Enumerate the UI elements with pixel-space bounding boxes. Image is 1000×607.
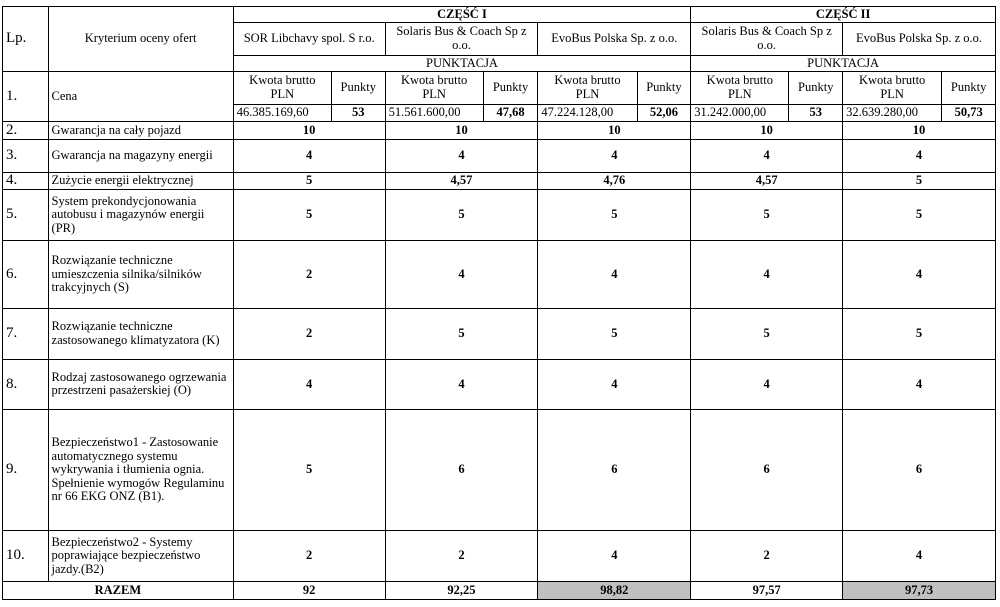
lp-header: Lp. [3, 7, 49, 72]
criterion-row [3, 139, 996, 172]
total-row [3, 581, 996, 599]
total-value: 97,57 [691, 581, 843, 599]
score-cell: 10 [538, 122, 691, 139]
bidder-header: EvoBus Polska Sp. z o.o. [538, 22, 691, 55]
score-cell: 5 [691, 308, 843, 359]
criterion-row [3, 173, 996, 190]
part1-scoring-header: PUNKTACJA [233, 56, 691, 72]
points-col-header: Punkty [331, 71, 385, 104]
bidder-header: Solaris Bus & Coach Sp z o.o. [385, 22, 538, 55]
score-cell: 5 [538, 308, 691, 359]
bidder-header: Solaris Bus & Coach Sp z o.o. [691, 22, 843, 55]
score-cell: 4 [538, 240, 691, 308]
row-number: 10. [3, 530, 49, 581]
score-cell: 2 [233, 240, 385, 308]
price-amount: 32.639.280,00 [843, 105, 942, 122]
score-cell: 5 [691, 190, 843, 241]
price-points: 53 [331, 105, 385, 122]
score-cell: 4 [538, 359, 691, 410]
criterion-row [3, 308, 996, 359]
criterion-row [3, 359, 996, 410]
score-cell: 5 [385, 308, 538, 359]
score-cell: 2 [385, 530, 538, 581]
amount-col-header: Kwota brutto PLN [538, 71, 637, 104]
points-col-header: Punkty [637, 71, 691, 104]
score-cell: 4 [233, 359, 385, 410]
score-cell: 5 [843, 308, 996, 359]
score-cell: 5 [538, 190, 691, 241]
amount-col-header: Kwota brutto PLN [233, 71, 331, 104]
score-cell: 10 [385, 122, 538, 139]
score-cell: 10 [233, 122, 385, 139]
criterion-row [3, 240, 996, 308]
total-value: 92 [233, 581, 385, 599]
amount-col-header: Kwota brutto PLN [385, 71, 483, 104]
score-cell: 5 [843, 173, 996, 190]
score-cell: 5 [233, 410, 385, 531]
row-number: 9. [3, 410, 49, 531]
score-cell: 10 [691, 122, 843, 139]
score-cell: 4 [691, 139, 843, 172]
row-number: 4. [3, 173, 49, 190]
row-number: 1. [3, 71, 49, 122]
amount-col-header: Kwota brutto PLN [843, 71, 942, 104]
amount-col-header: Kwota brutto PLN [691, 71, 789, 104]
total-label: RAZEM [3, 581, 234, 599]
price-subheader-row [3, 71, 996, 104]
total-value: 92,25 [385, 581, 538, 599]
row-number: 7. [3, 308, 49, 359]
points-col-header: Punkty [942, 71, 996, 104]
score-cell: 6 [843, 410, 996, 531]
criterion-label: Rozwiązanie techniczne umieszczenia silnika/silników trakcyjnych (S) [48, 240, 233, 308]
row-number: 6. [3, 240, 49, 308]
part2-header: CZĘŚĆ II [691, 7, 996, 23]
bidder-header: EvoBus Polska Sp. z o.o. [843, 22, 996, 55]
price-amount: 47.224.128,00 [538, 105, 637, 122]
score-cell: 5 [233, 173, 385, 190]
price-amount: 46.385.169,60 [233, 105, 331, 122]
price-amount: 51.561.600,00 [385, 105, 483, 122]
score-cell: 4 [385, 139, 538, 172]
score-cell: 6 [385, 410, 538, 531]
score-cell: 6 [538, 410, 691, 531]
score-cell: 2 [691, 530, 843, 581]
score-cell: 4 [843, 139, 996, 172]
part2-scoring-header: PUNKTACJA [691, 56, 996, 72]
criterion-header: Kryterium oceny ofert [48, 7, 233, 72]
criterion-label: Gwarancja na magazyny energii [48, 139, 233, 172]
row-number: 5. [3, 190, 49, 241]
criterion-row [3, 410, 996, 531]
score-cell: 4 [843, 530, 996, 581]
bidder-header: SOR Libchavy spol. S r.o. [233, 22, 385, 55]
score-cell: 4 [538, 139, 691, 172]
criterion-row [3, 530, 996, 581]
score-cell: 4 [233, 139, 385, 172]
price-points: 53 [789, 105, 843, 122]
part1-header: CZĘŚĆ I [233, 7, 691, 23]
score-cell: 4 [385, 240, 538, 308]
criterion-label: Rozwiązanie techniczne zastosowanego klimatyzatora (K) [48, 308, 233, 359]
score-cell: 4,76 [538, 173, 691, 190]
criterion-label: Rodzaj zastosowanego ogrzewania przestrzeni pasażerskiej (O) [48, 359, 233, 410]
price-points: 47,68 [483, 105, 538, 122]
score-cell: 10 [843, 122, 996, 139]
score-cell: 4 [691, 359, 843, 410]
score-cell: 2 [233, 308, 385, 359]
criterion-label: Cena [48, 71, 233, 122]
points-col-header: Punkty [483, 71, 538, 104]
criterion-label: System prekondycjonowania autobusu i magazynów energii (PR) [48, 190, 233, 241]
points-col-header: Punkty [789, 71, 843, 104]
offer-evaluation-table [2, 6, 996, 600]
score-cell: 4,57 [385, 173, 538, 190]
score-cell: 4 [385, 359, 538, 410]
total-value-highlighted: 97,73 [843, 581, 996, 599]
score-cell: 5 [385, 190, 538, 241]
score-cell: 4 [691, 240, 843, 308]
criterion-label: Bezpieczeństwo2 - Systemy poprawiające bezpieczeństwo jazdy.(B2) [48, 530, 233, 581]
criterion-label: Bezpieczeństwo1 - Zastosowanie automatycznego systemu wykrywania i tłumienia ognia. Spełnienie wymogów Regulaminu nr 66 EKG ONZ (B1). [48, 410, 233, 531]
row-number: 8. [3, 359, 49, 410]
score-cell: 5 [233, 190, 385, 241]
price-amount: 31.242.000,00 [691, 105, 789, 122]
score-cell: 4,57 [691, 173, 843, 190]
score-cell: 4 [843, 359, 996, 410]
score-cell: 4 [843, 240, 996, 308]
total-value-highlighted: 98,82 [538, 581, 691, 599]
score-cell: 6 [691, 410, 843, 531]
criterion-label: Zużycie energii elektrycznej [48, 173, 233, 190]
score-cell: 4 [538, 530, 691, 581]
price-points: 50,73 [942, 105, 996, 122]
score-cell: 5 [843, 190, 996, 241]
header-row-parts [3, 7, 996, 23]
row-number: 3. [3, 139, 49, 172]
criterion-row [3, 122, 996, 139]
score-cell: 2 [233, 530, 385, 581]
row-number: 2. [3, 122, 49, 139]
price-points: 52,06 [637, 105, 691, 122]
criterion-row [3, 190, 996, 241]
criterion-label: Gwarancja na cały pojazd [48, 122, 233, 139]
